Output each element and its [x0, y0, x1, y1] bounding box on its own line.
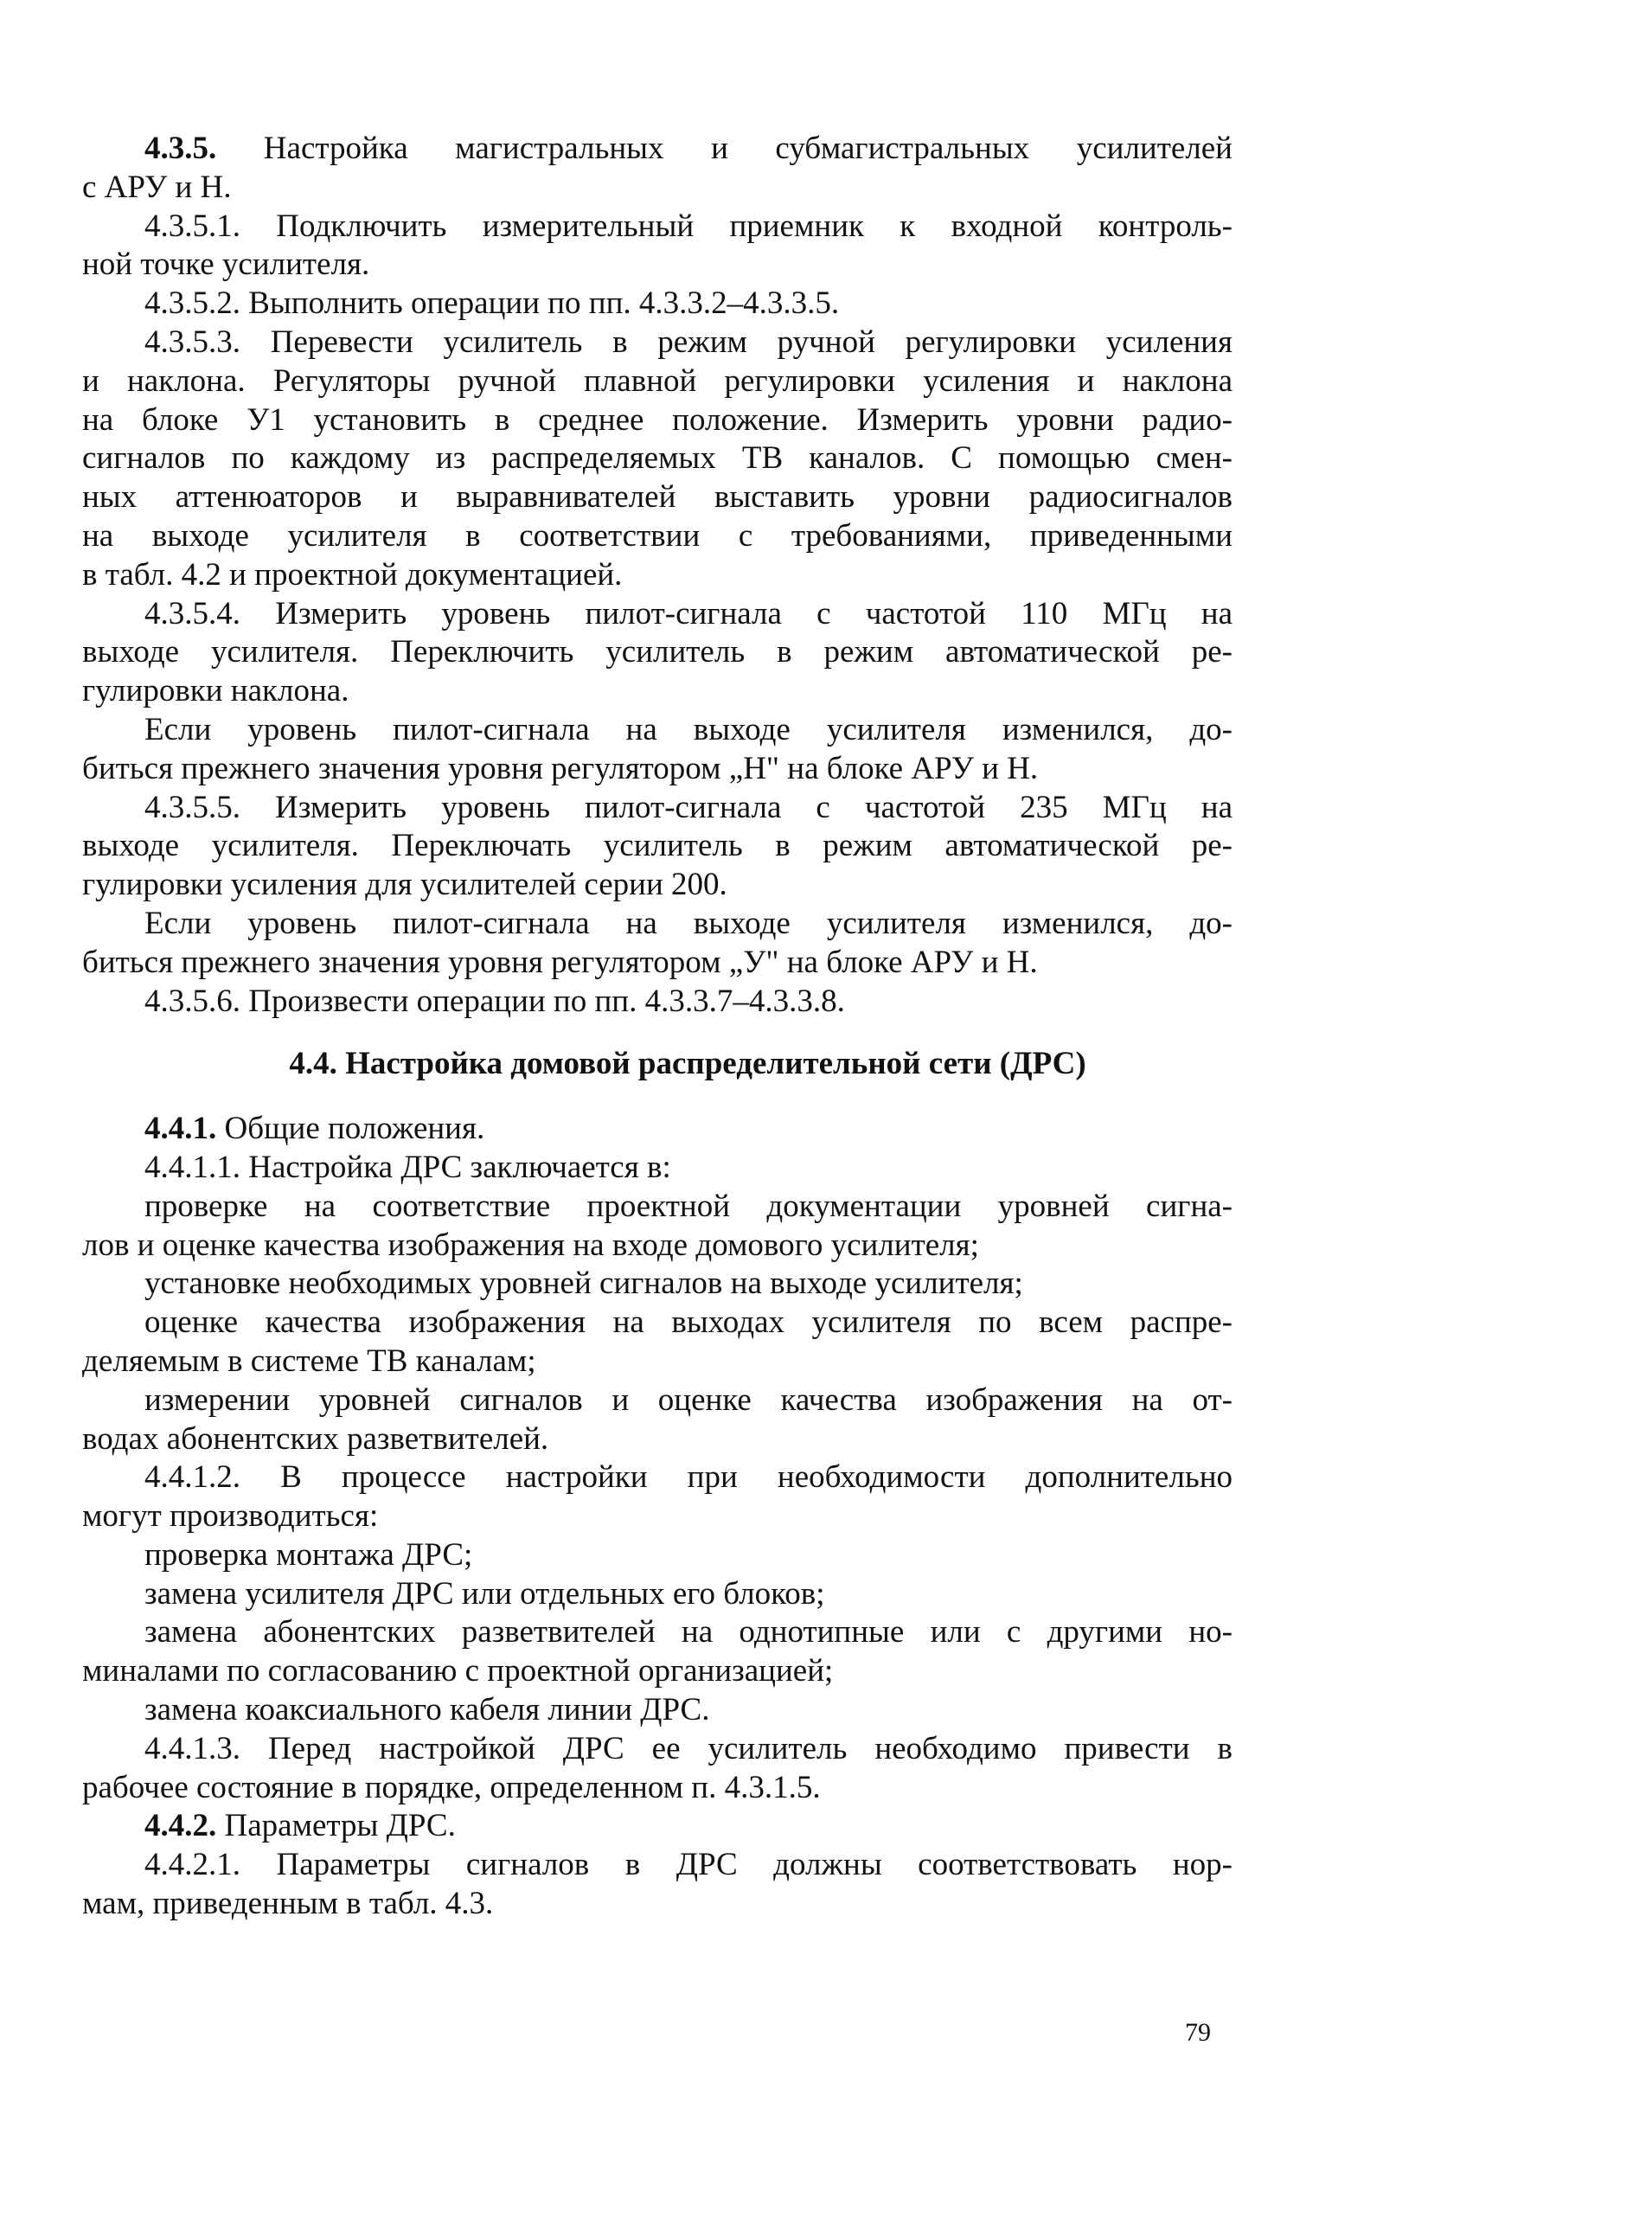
text-line [82, 633, 1233, 672]
line-text: лов и оценке качества изображения на входе домового усилителя; [82, 1227, 979, 1263]
text-line [82, 1769, 1233, 1808]
paragraph [82, 1613, 1233, 1691]
paragraph [82, 1304, 1233, 1381]
text-line [82, 439, 1233, 478]
line-text: гулировки усиления для усилителей серии 200. [82, 867, 727, 903]
paragraph [82, 1807, 1233, 1846]
text-line [82, 1420, 1233, 1459]
line-text: миналами по согласованию с проектной организацией; [82, 1653, 834, 1689]
paragraph [82, 905, 1233, 983]
paragraph [82, 711, 1233, 789]
line-text: установке необходимых уровней сигналов на выходе усилителя; [144, 1266, 1023, 1302]
line-text: 4.3.5.6. Произвести операции по пп. 4.3.3.7–4.3.3.8. [144, 983, 845, 1019]
line-text: Общие положения. [216, 1111, 485, 1147]
paragraph [82, 1265, 1233, 1304]
text-line [82, 1381, 1233, 1420]
paragraph [82, 1149, 1233, 1188]
text-line [82, 1458, 1233, 1497]
section-title: 4.4. Настройка домовой распределительной сети (ДРС) [289, 1046, 1086, 1082]
text-line [82, 1807, 1233, 1846]
line-text: 4.3.5.1. Подключить измерительный приемник к входной контроль- [144, 208, 1233, 244]
text-line [82, 1304, 1233, 1343]
text-line [82, 169, 1233, 208]
paragraph [82, 208, 1233, 285]
paragraph [82, 983, 1233, 1022]
text-line [82, 944, 1233, 983]
paragraph [82, 1458, 1233, 1536]
line-text: 4.4.2.1. Параметры сигналов в ДРС должны соответствовать нор- [144, 1847, 1233, 1883]
text-line [82, 1497, 1233, 1536]
paragraph [82, 1730, 1233, 1808]
text-line [82, 556, 1233, 595]
clause-number: 4.4.1. [144, 1111, 217, 1147]
paragraph [82, 1846, 1233, 1924]
text-line [82, 208, 1233, 247]
text-line [82, 711, 1233, 750]
line-text: водах абонентских разветвителей. [82, 1420, 549, 1457]
line-text: сигналов по каждому из распределяемых ТВ каналов. С помощью смен- [82, 440, 1233, 477]
line-text: на блоке У1 установить в среднее положение. Измерить уровни радио- [82, 401, 1233, 438]
text-line [82, 478, 1233, 517]
text-line [82, 905, 1233, 944]
line-text: в табл. 4.2 и проектной документацией. [82, 556, 623, 593]
paragraph [82, 1536, 1233, 1575]
line-text: проверка монтажа ДРС; [144, 1536, 473, 1573]
line-text: оценке качества изображения на выходах усилителя по всем распре- [144, 1304, 1233, 1341]
line-text: 4.4.1.1. Настройка ДРС заключается в: [144, 1149, 671, 1185]
text-line [82, 1846, 1233, 1885]
line-text: Если уровень пилот-сигнала на выходе усилителя изменился, до- [144, 905, 1233, 941]
clause-number: 4.4.2. [144, 1808, 217, 1844]
line-text: замена абонентских разветвителей на однотипные или с другими но- [144, 1614, 1233, 1650]
text-line [82, 866, 1233, 905]
text-line [82, 1613, 1233, 1652]
text-line [82, 401, 1233, 440]
line-text: на выходе усилителя в соответствии с требованиями, приведенными [82, 517, 1233, 554]
page-body [82, 130, 1233, 1924]
line-text: рабочее состояние в порядке, определенном п. 4.3.1.5. [82, 1769, 821, 1805]
text-line [82, 1730, 1233, 1769]
text-line [82, 983, 1233, 1022]
paragraph [82, 324, 1233, 595]
line-text: замена коаксиального кабеля линии ДРС. [144, 1692, 710, 1728]
paragraph [82, 1381, 1233, 1459]
paragraph [82, 130, 1233, 208]
text-line [82, 285, 1233, 324]
paragraph [82, 1110, 1233, 1149]
text-line [82, 1343, 1233, 1381]
paragraph [82, 789, 1233, 905]
text-line [82, 324, 1233, 362]
line-text: проверке на соответствие проектной документации уровней сигна- [144, 1188, 1233, 1224]
text-line [82, 1265, 1233, 1304]
paragraph [82, 1188, 1233, 1266]
text-line [82, 517, 1233, 556]
line-text: Если уровень пилот-сигнала на выходе усилителя изменился, до- [144, 711, 1233, 747]
text-line [82, 1110, 1233, 1149]
line-text: измерении уровней сигналов и оценке качества изображения на от- [144, 1381, 1233, 1418]
line-text: выходе усилителя. Переключить усилитель в режим автоматической ре- [82, 634, 1233, 670]
line-text: ных аттенюаторов и выравнивателей выставить уровни радиосигналов [82, 479, 1233, 516]
line-text: замена усилителя ДРС или отдельных его блоков; [144, 1575, 825, 1612]
paragraph [82, 595, 1233, 711]
text-line [82, 1227, 1233, 1266]
text-line [82, 362, 1233, 401]
text-line [82, 1885, 1233, 1924]
line-text: 4.3.5.4. Измерить уровень пилот-сигнала с частотой 110 МГц на [144, 595, 1233, 631]
text-line [82, 827, 1233, 866]
paragraph [82, 285, 1233, 324]
clause-number: 4.3.5. [144, 131, 217, 166]
line-text: с АРУ и Н. [82, 169, 232, 205]
text-line [82, 789, 1233, 828]
text-line [82, 595, 1233, 634]
line-text: 4.3.5.5. Измерить уровень пилот-сигнала с частотой 235 МГц на [144, 789, 1233, 825]
line-text: могут производиться: [82, 1498, 379, 1535]
text-line [82, 1575, 1233, 1614]
line-text: 4.4.1.3. Перед настройкой ДРС ее усилитель необходимо привести в [144, 1730, 1233, 1766]
text-line [82, 1188, 1233, 1227]
line-text: гулировки наклона. [82, 673, 349, 709]
line-text: и наклона. Регуляторы ручной плавной регулировки усиления и наклона [82, 362, 1233, 399]
text-line [82, 246, 1233, 285]
line-text: биться прежнего значения уровня регулятором „Н" на блоке АРУ и Н. [82, 750, 1039, 786]
line-text: 4.4.1.2. В процессе настройки при необходимости дополнительно [144, 1459, 1233, 1496]
text-line [82, 1149, 1233, 1188]
line-text: Параметры ДРС. [216, 1808, 456, 1844]
line-text: выходе усилителя. Переключать усилитель в режим автоматической ре- [82, 828, 1233, 864]
line-text: Настройка магистральных и субмагистральных усилителей [216, 131, 1233, 166]
line-text: мам, приведенным в табл. 4.3. [82, 1886, 494, 1922]
line-text: ной точке усилителя. [82, 247, 370, 283]
text-line [82, 1652, 1233, 1691]
text-line [82, 672, 1233, 711]
paragraph [82, 1575, 1233, 1614]
line-text: 4.3.5.3. Перевести усилитель в режим ручной регулировки усиления [144, 324, 1233, 360]
text-line [82, 750, 1233, 789]
line-text: деляемым в системе ТВ каналам; [82, 1343, 536, 1379]
text-line [82, 130, 1233, 169]
line-text: биться прежнего значения уровня регулятором „У" на блоке АРУ и Н. [82, 944, 1038, 980]
text-line [82, 1691, 1233, 1730]
line-text: 4.3.5.2. Выполнить операции по пп. 4.3.3.2–4.3.3.5. [144, 285, 840, 322]
paragraph [82, 1691, 1233, 1730]
text-line [82, 1536, 1233, 1575]
page-number: 79 [1185, 2018, 1211, 2047]
